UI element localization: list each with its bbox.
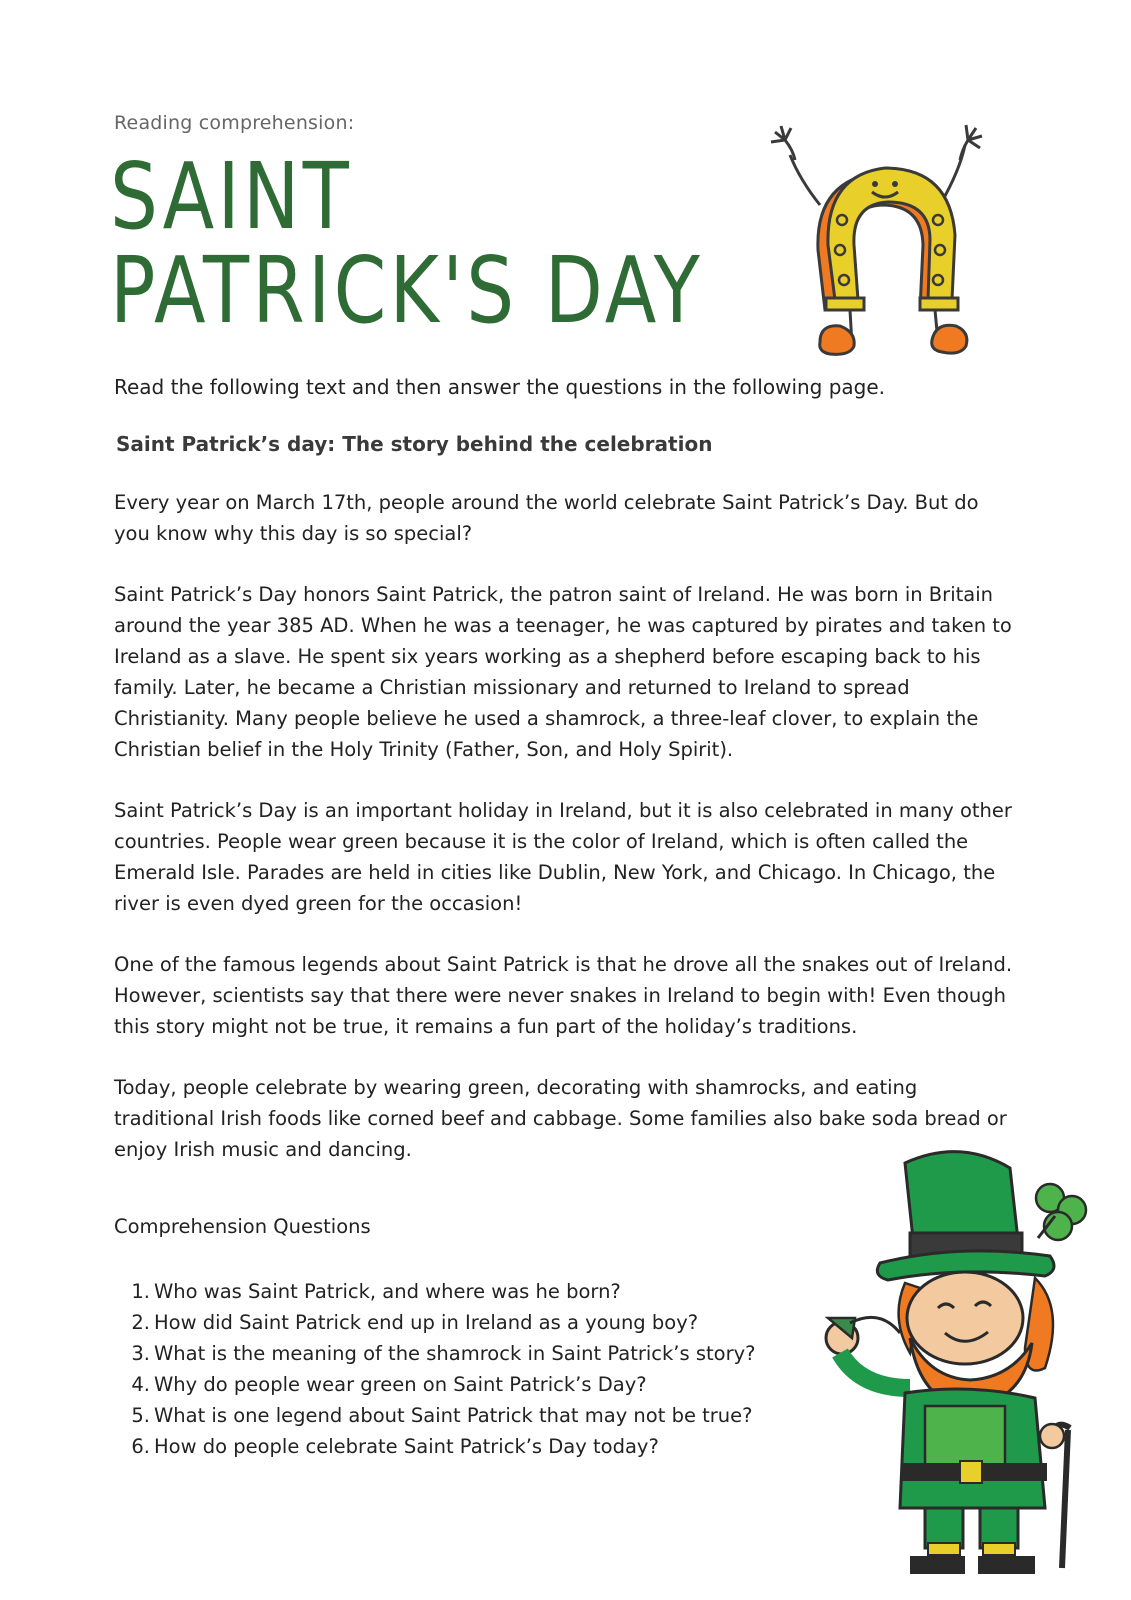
article-body [114,487,1014,1195]
question-text: What is the meaning of the shamrock in Saint Patrick’s story? [154,1342,756,1365]
article-paragraph: One of the famous legends about Saint Patrick is that he drove all the snakes out of Ireland. However, scientists say that there were never snakes in Ireland to begin with! Even though this story might not be true, it remains a fun part of the holiday’s traditions. [114,953,1013,1038]
leprechaun-illustration-icon [810,1138,1100,1578]
title-line-2: PATRICK'S DAY [110,237,704,344]
page-title [110,143,704,344]
question-item [128,1276,756,1307]
question-item [128,1431,756,1462]
question-number: 6. [131,1435,150,1458]
question-item [128,1338,756,1369]
instructions-text: Read the following text and then answer the questions in the following page. [114,375,886,399]
article-paragraph: Saint Patrick’s Day honors Saint Patrick, the patron saint of Ireland. He was born in Britain around the year 385 AD. When he was a teenager, he was captured by pirates and taken to Ireland as a slave. He spent six years working as a shepherd before escaping back to his family. Later, he became a Christian missionary and returned to Ireland to spread Christianity. Many people believe he used a shamrock, a three-leaf clover, to explain the Christian belief in the Holy Trinity (Father, Son, and Holy Spirit). [114,583,1012,761]
question-number: 3. [131,1342,150,1365]
title-line-1: SAINT [110,143,353,250]
horseshoe-character-icon [760,110,1000,360]
question-text: Who was Saint Patrick, and where was he born? [154,1280,621,1303]
questions-list [128,1276,756,1462]
kicker-label: Reading comprehension: [114,112,355,134]
article-paragraph: Saint Patrick’s Day is an important holiday in Ireland, but it is also celebrated in many other countries. People wear green because it is the color of Ireland, which is often called the Emerald Isle. Parades are held in cities like Dublin, New York, and Chicago. In Chicago, the river is even dyed green for the occasion! [114,799,1012,915]
questions-title: Comprehension Questions [114,1215,371,1238]
article-paragraph: Every year on March 17th, people around the world celebrate Saint Patrick’s Day. But do you know why this day is so special? [114,491,979,545]
question-number: 4. [131,1373,150,1396]
question-number: 1. [131,1280,150,1303]
question-number: 5. [131,1404,150,1427]
question-text: Why do people wear green on Saint Patrick’s Day? [154,1373,647,1396]
question-item [128,1369,756,1400]
question-item [128,1400,756,1431]
question-item [128,1307,756,1338]
question-text: How do people celebrate Saint Patrick’s Day today? [154,1435,659,1458]
article-heading: Saint Patrick’s day: The story behind the celebration [116,432,713,456]
question-text: What is one legend about Saint Patrick that may not be true? [154,1404,753,1427]
question-text: How did Saint Patrick end up in Ireland as a young boy? [154,1311,699,1334]
article-paragraph: Today, people celebrate by wearing green, decorating with shamrocks, and eating traditional Irish foods like corned beef and cabbage. Some families also bake soda bread or enjoy Irish music and dancing. [114,1076,1007,1161]
question-number: 2. [131,1311,150,1334]
